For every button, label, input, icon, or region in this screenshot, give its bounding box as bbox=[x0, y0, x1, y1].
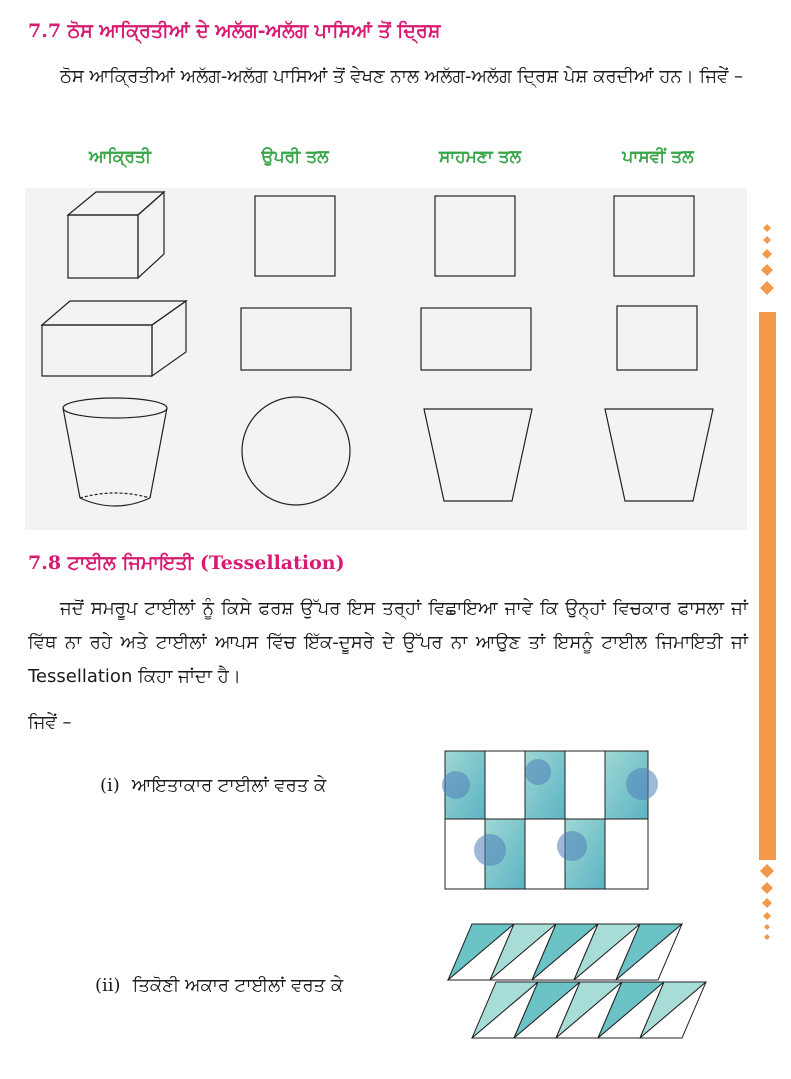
section-7-8-heading: 7.8 ਟਾਈਲ ਜਿਮਾਇਤੀ (Tessellation) bbox=[28, 552, 345, 574]
example-text: ਤਿਕੋਣੀ ਅਕਾਰ ਟਾਈਲਾਂ ਵਰਤ ਕੇ bbox=[132, 975, 344, 996]
cup-side-view bbox=[603, 407, 715, 503]
section-7-8-paragraph: ਜਦੋਂ ਸਮਰੂਪ ਟਾਈਲਾਂ ਨੂੰ ਕਿਸੇ ਫਰਸ਼ ਉੱਪਰ ਇਸ ਤਰ੍ਹਾਂ ਵਿਛਾਇਆ ਜਾਵੇ ਕਿ ਉਨ੍ਹਾਂ ਵਿਚਕਾਰ ਫਾਸਲਾ ਜਾਂ ਵਿੱਥ ਨਾ ਰਹੇ ਅਤੇ ਟਾਈਲਾਂ ਆਪਸ ਵਿੱਚ ਇੱਕ-ਦੂਸਰੇ ਦੇ ਉੱਪਰ ਨਾ ਆਉਣ ਤਾਂ ਇਸਨੂੰ ਟਾਈਲ ਜਿਮਾਇਤੀ ਜਾਂ Tessellation ਕਿਹਾ ਜਾਂਦਾ ਹੈ। bbox=[28, 598, 748, 687]
example-rectangular-label bbox=[100, 775, 326, 796]
column-header-top-view: ਉਪਰੀ ਤਲ bbox=[261, 147, 329, 167]
column-header-front-view: ਸਾਹਮਣਾ ਤਲ bbox=[438, 147, 522, 167]
cuboid-side-view bbox=[616, 305, 698, 371]
example-numeral: (i) bbox=[100, 775, 120, 796]
cuboid-top-view bbox=[240, 307, 352, 371]
cuboid-front-view bbox=[420, 307, 532, 371]
cube-top-view bbox=[254, 195, 336, 277]
section-7-7-heading: 7.7 ਠੋਸ ਆਕ੍ਰਿਤੀਆਂ ਦੇ ਅਲੱਗ-ਅਲੱਗ ਪਾਸਿਆਂ ਤੋਂ ਦ੍ਰਿਸ਼ bbox=[28, 20, 441, 42]
example-triangular-label bbox=[95, 975, 343, 996]
example-intro: ਜਿਵੇਂ – bbox=[28, 712, 72, 733]
cuboid-figure bbox=[40, 298, 190, 380]
column-header-side-view: ਪਾਸਵੀਂ ਤਲ bbox=[622, 147, 694, 167]
rectangular-tessellation bbox=[444, 750, 650, 890]
cube-figure bbox=[60, 190, 170, 285]
margin-decoration bbox=[756, 222, 778, 942]
example-numeral: (ii) bbox=[95, 975, 121, 996]
cup-front-view bbox=[422, 407, 534, 503]
triangular-tessellation bbox=[444, 920, 706, 1046]
cup-figure bbox=[60, 396, 172, 510]
cube-side-view bbox=[613, 195, 695, 277]
cube-front-view bbox=[434, 195, 516, 277]
column-header-shape: ਆਕ੍ਰਿਤੀ bbox=[88, 147, 152, 167]
example-text: ਆਇਤਾਕਾਰ ਟਾਈਲਾਂ ਵਰਤ ਕੇ bbox=[131, 775, 327, 796]
section-7-7-paragraph: ਠੋਸ ਆਕ੍ਰਿਤੀਆਂ ਅਲੱਗ-ਅਲੱਗ ਪਾਸਿਆਂ ਤੋਂ ਵੇਖਣ ਨਾਲ ਅਲੱਗ-ਅਲੱਗ ਦ੍ਰਿਸ਼ ਪੇਸ਼ ਕਰਦੀਆਂ ਹਨ। ਜਿਵੇਂ – bbox=[60, 66, 744, 87]
cup-top-view bbox=[240, 395, 352, 507]
